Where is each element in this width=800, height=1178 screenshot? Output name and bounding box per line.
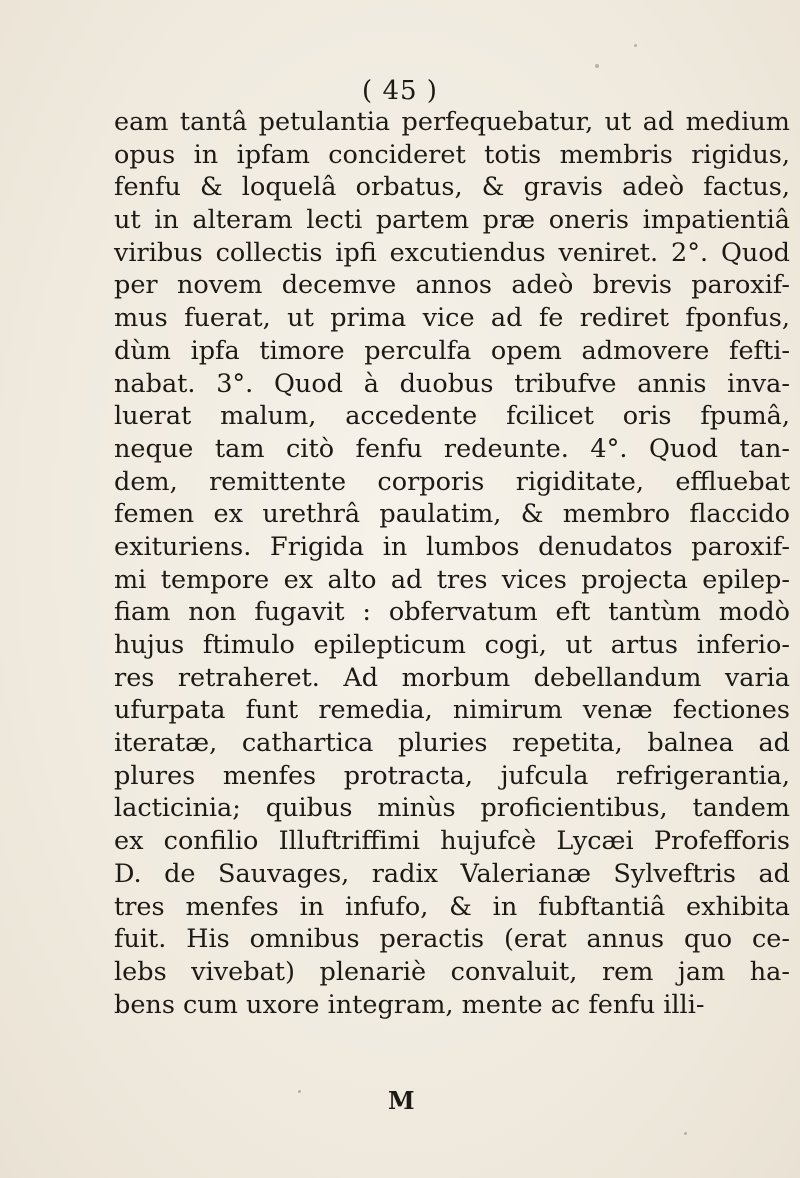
text-line: per novem decemve annos adeò brevis paroxif-: [114, 270, 790, 301]
ink-speck: [684, 1132, 687, 1135]
signature-mark: M: [388, 1086, 415, 1115]
text-line: plures menfes protracta, jufcula refrigerantia,: [114, 760, 790, 791]
text-line: opus in ipfam concideret totis membris rigidus,: [114, 139, 790, 170]
text-line: res retraheret. Ad morbum debellandum varia: [114, 662, 790, 693]
text-line: luerat malum, accedente fcilicet oris fpumâ,: [114, 401, 790, 432]
text-line: ut in alteram lecti partem præ oneris impatientiâ: [114, 205, 790, 236]
text-line: iteratæ, cathartica pluries repetita, balnea ad: [114, 728, 790, 759]
text-line: D. de Sauvages, radix Valerianæ Sylveftris ad: [114, 858, 790, 889]
text-line: eam tantâ petulantia perfequebatur, ut ad medium: [114, 107, 790, 137]
text-line: exituriens. Frigida in lumbos denudatos paroxif-: [114, 531, 790, 562]
text-line: lacticinia; quibus minùs proficientibus, tandem: [114, 793, 790, 824]
ink-speck: [298, 1090, 301, 1093]
text-line: neque tam citò fenfu redeunte. 4°. Quod tan-: [114, 433, 790, 464]
text-line: femen ex urethrâ paulatim, & membro flaccido: [114, 499, 790, 530]
text-line: mi tempore ex alto ad tres vices projecta epilep-: [114, 564, 790, 595]
text-line: fiam non fugavit : obfervatum eft tantùm modò: [114, 597, 790, 628]
text-line: dem, remittente corporis rigiditate, effluebat: [114, 466, 790, 497]
text-line: hujus ftimulo epilepticum cogi, ut artus inferio-: [114, 630, 790, 660]
body-text: [114, 106, 790, 1021]
text-line: bens cum uxore integram, mente ac fenfu illi-: [114, 989, 705, 1020]
text-line: tres menfes in infufo, & in fubftantiâ exhibita: [114, 891, 790, 922]
text-line: lebs vivebat) plenariè convaluit, rem jam ha-: [114, 956, 790, 987]
text-line: viribus collectis ipfi excutiendus veniret. 2°. Quod: [114, 237, 790, 268]
ink-speck: [634, 44, 637, 47]
ink-speck: [595, 64, 599, 68]
text-line: fenfu & loquelâ orbatus, & gravis adeò factus,: [114, 172, 790, 203]
text-line: dùm ipfa timore perculfa opem admovere fefti-: [114, 335, 790, 366]
text-line: mus fuerat, ut prima vice ad fe rediret fponfus,: [114, 303, 790, 334]
text-line: fuit. His omnibus peractis (erat annus quo ce-: [114, 924, 790, 955]
text-line: ufurpata funt remedia, nimirum venæ fectiones: [114, 695, 790, 726]
text-line: nabat. 3°. Quod à duobus tribufve annis inva-: [114, 368, 790, 399]
text-line: ex confilio Illuftriffimi hujufcè Lycæi Profefforis: [114, 826, 790, 857]
page-number: ( 45 ): [362, 76, 438, 106]
